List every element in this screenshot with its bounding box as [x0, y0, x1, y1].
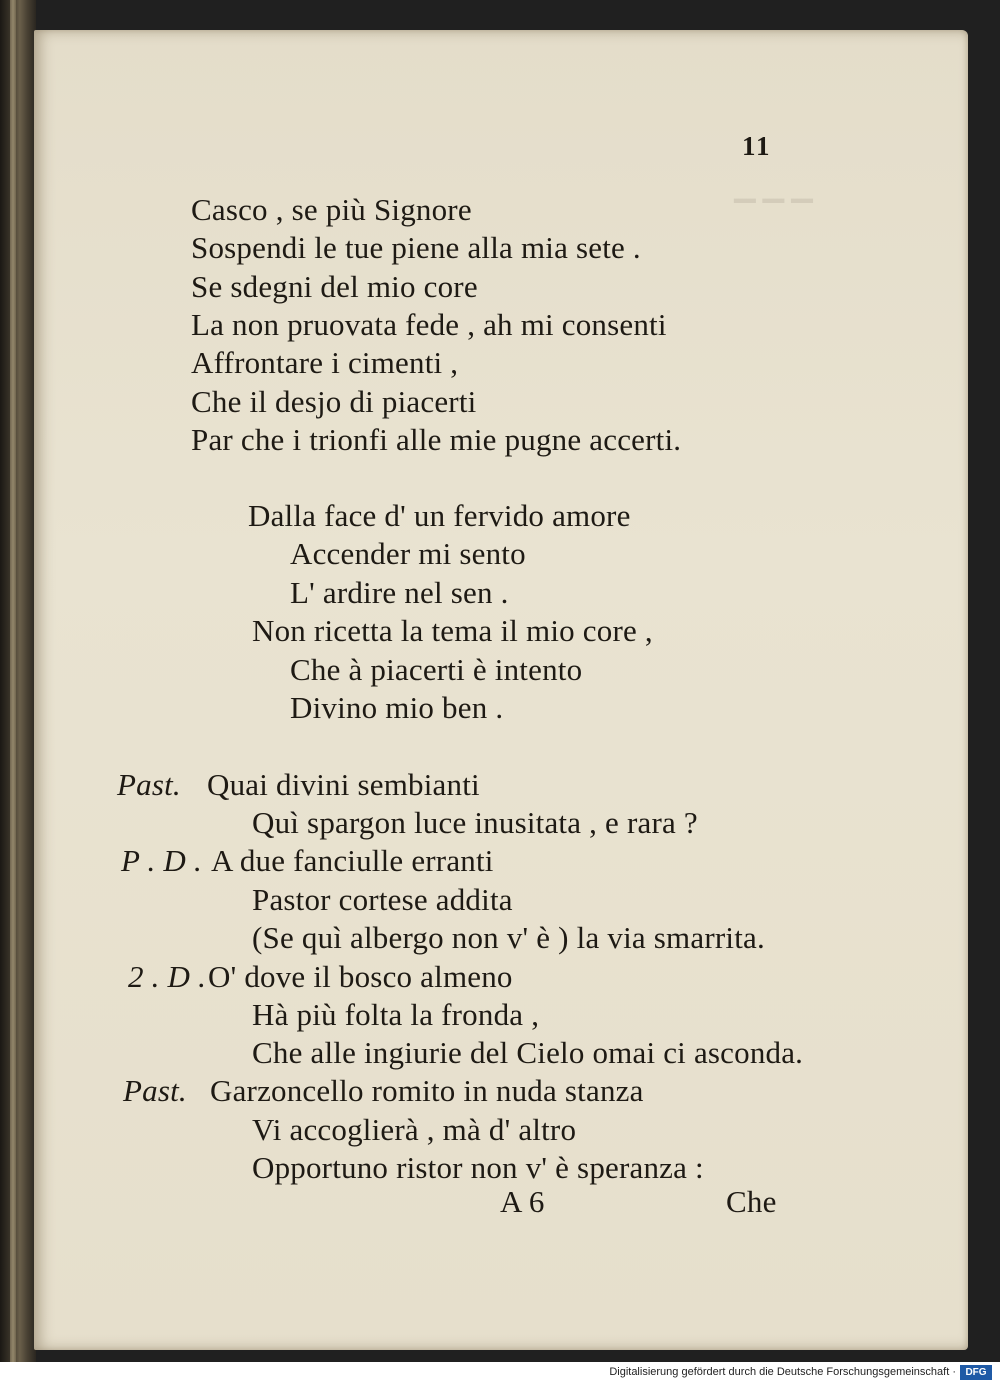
aria-line: Dalla face d' un fervido amore — [248, 498, 631, 533]
verse-line: Sospendi le tue piene alla mia sete . — [191, 230, 641, 265]
verse-line: Affrontare i cimenti , — [191, 345, 459, 380]
aria-line: Non ricetta la tema il mio core , — [252, 613, 653, 648]
aria-line: L' ardire nel sen . — [290, 575, 509, 610]
speaker-label: 2 . D . — [128, 959, 207, 994]
dialogue-line: Opportuno ristor non v' è speranza : — [252, 1150, 704, 1185]
dialogue-line: (Se quì albergo non v' è ) la via smarrita. — [252, 920, 765, 955]
book-spine — [0, 0, 36, 1362]
book-page — [34, 30, 968, 1350]
dialogue-line: Vi accoglierà , mà d' altro — [252, 1112, 577, 1147]
catchword: Che — [726, 1184, 777, 1219]
dialogue-line: Hà più folta la fronda , — [252, 997, 540, 1032]
signature-mark: A 6 — [500, 1184, 545, 1219]
aria-line: Divino mio ben . — [290, 690, 504, 725]
dialogue-line: Garzoncello romito in nuda stanza — [210, 1073, 644, 1108]
digitization-credit-bar — [0, 1362, 1000, 1385]
verse-line: Casco , se più Signore — [191, 192, 472, 227]
verse-line: Par che i trionfi alle mie pugne accerti. — [191, 422, 682, 457]
credit-text: Digitalisierung gefördert durch die Deutsche Forschungsgemeinschaft · — [609, 1366, 956, 1378]
spine-page-edge — [10, 0, 16, 1362]
verse-line: Che il desjo di piacerti — [191, 384, 477, 419]
aria-line: Accender mi sento — [290, 536, 526, 571]
aria-line: Che à piacerti è intento — [290, 652, 583, 687]
verse-line: Se sdegni del mio core — [191, 269, 478, 304]
speaker-label: Past. — [123, 1073, 187, 1108]
speaker-label: Past. — [117, 767, 181, 802]
dialogue-line: Quai divini sembianti — [207, 767, 480, 802]
speaker-label: P . D . — [121, 843, 202, 878]
page-number: 11 — [742, 131, 772, 161]
dialogue-line: A due fanciulle erranti — [211, 843, 494, 878]
dfg-logo: DFG — [960, 1365, 992, 1380]
dialogue-line: Pastor cortese addita — [252, 882, 513, 917]
dialogue-line: Quì spargon luce inusitata , e rara ? — [252, 805, 698, 840]
dialogue-line: Che alle ingiurie del Cielo omai ci asconda. — [252, 1035, 804, 1070]
dialogue-line: O' dove il bosco almeno — [208, 959, 513, 994]
verse-line: La non pruovata fede , ah mi consenti — [191, 307, 667, 342]
show-through: ▁ ▁ ▁ — [734, 172, 813, 203]
